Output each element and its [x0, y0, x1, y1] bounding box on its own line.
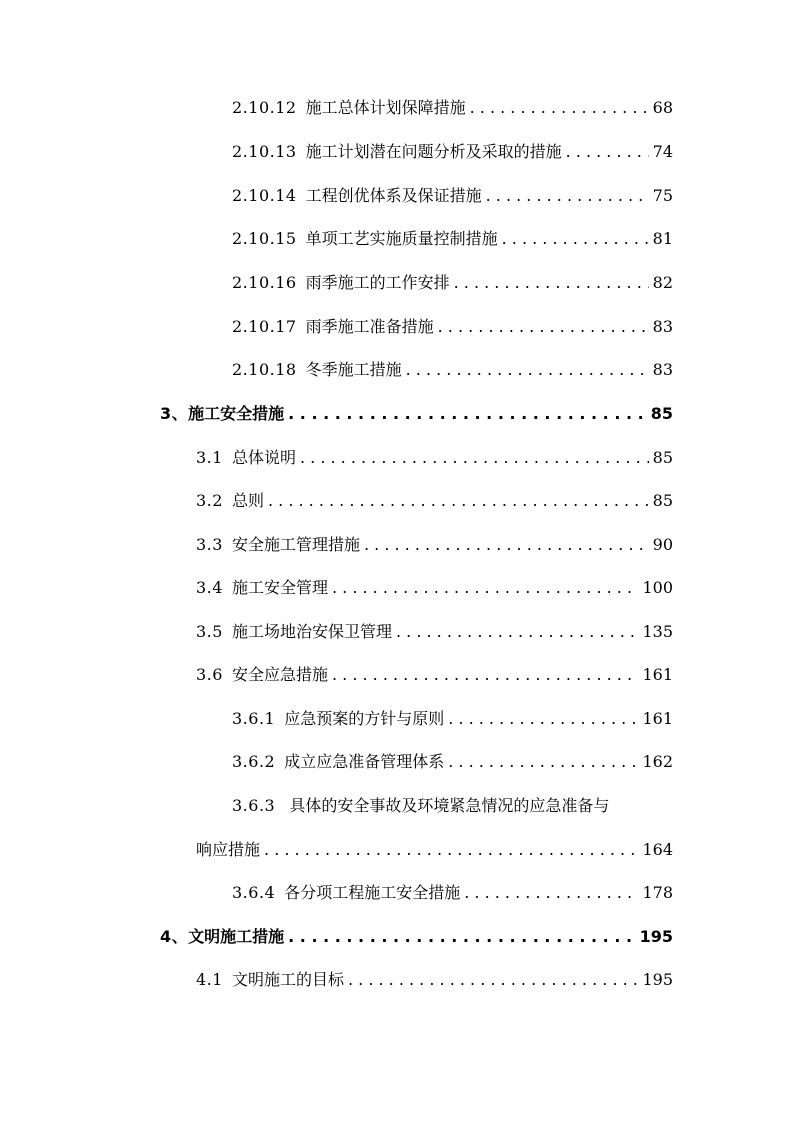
toc-number: 2.10.12	[232, 98, 297, 117]
dot-leader	[332, 576, 638, 600]
toc-entry[interactable]	[196, 663, 673, 687]
dot-leader	[300, 446, 649, 470]
toc-number: 3.5	[196, 622, 223, 641]
dot-leader	[470, 96, 649, 120]
toc-page-number: 195	[639, 927, 673, 946]
dot-leader	[502, 227, 649, 251]
toc-title: 施工场地治安保卫管理	[231, 622, 392, 641]
dot-leader	[454, 271, 649, 295]
toc-title: 安全应急措施	[231, 665, 328, 684]
toc-page-number: 161	[642, 709, 673, 728]
toc-number: 3.6.3	[232, 796, 276, 815]
toc-entry[interactable]	[232, 358, 673, 382]
toc-entry-wrapped-start[interactable]	[232, 794, 673, 818]
toc-number: 3、	[160, 404, 189, 423]
toc-page-number: 75	[652, 186, 673, 205]
toc-title: 施工计划潜在问题分析及采取的措施	[305, 142, 562, 161]
toc-page-number: 178	[642, 883, 673, 902]
toc-page-number: 162	[642, 752, 673, 771]
toc-number: 3.4	[196, 578, 223, 597]
toc-number: 2.10.17	[232, 317, 297, 336]
dot-leader	[566, 140, 649, 164]
toc-entry-wrapped-end[interactable]	[196, 838, 673, 862]
toc-title: 具体的安全事故及环境紧急情况的应急准备与	[289, 796, 610, 815]
toc-title: 安全施工管理措施	[231, 535, 360, 554]
toc-page-number: 135	[642, 622, 673, 641]
toc-title: 单项工艺实施质量控制措施	[305, 229, 498, 248]
dot-leader	[264, 838, 638, 862]
toc-page-number: 83	[652, 360, 673, 379]
toc-entry[interactable]	[196, 968, 673, 992]
toc-entry[interactable]	[196, 489, 673, 513]
toc-entry[interactable]	[232, 184, 673, 208]
toc-title: 成立应急准备管理体系	[284, 752, 445, 771]
toc-entry[interactable]	[232, 707, 673, 731]
toc-entry[interactable]	[232, 315, 673, 339]
toc-title: 雨季施工的工作安排	[305, 273, 450, 292]
toc-title: 冬季施工措施	[305, 360, 402, 379]
toc-entry[interactable]	[232, 881, 673, 905]
toc-title: 各分项工程施工安全措施	[284, 883, 461, 902]
toc-page-number: 164	[642, 840, 673, 859]
dot-leader	[438, 315, 649, 339]
dot-leader	[396, 620, 638, 644]
toc-page-number: 82	[652, 273, 673, 292]
toc-title: 总体说明	[231, 448, 296, 467]
toc-title: 文明施工措施	[188, 927, 285, 946]
toc-number: 2.10.16	[232, 273, 297, 292]
toc-title: 应急预案的方针与原则	[284, 709, 445, 728]
toc-page-number: 83	[652, 317, 673, 336]
toc-number: 2.10.15	[232, 229, 297, 248]
toc-number: 3.2	[196, 491, 223, 510]
toc-page-number: 195	[642, 970, 673, 989]
toc-number: 3.6.1	[232, 709, 276, 728]
dot-leader	[348, 968, 638, 992]
toc-entry[interactable]	[196, 533, 673, 557]
toc-number: 3.6	[196, 665, 223, 684]
toc-page-number: 85	[652, 448, 673, 467]
toc-page-number: 74	[652, 142, 673, 161]
toc-number: 2.10.14	[232, 186, 297, 205]
toc-title: 工程创优体系及保证措施	[305, 186, 482, 205]
toc-page-number: 85	[650, 404, 673, 423]
toc-number: 3.1	[196, 448, 223, 467]
toc-page-number: 161	[642, 665, 673, 684]
toc-title: 响应措施	[196, 840, 261, 859]
toc-number: 4、	[160, 927, 189, 946]
dot-leader	[464, 881, 638, 905]
toc-title: 施工安全管理	[231, 578, 328, 597]
toc-number: 3.6.4	[232, 883, 276, 902]
toc-entry[interactable]	[196, 576, 673, 600]
toc-title: 施工总体计划保障措施	[305, 98, 466, 117]
toc-number: 3.3	[196, 535, 223, 554]
dot-leader	[288, 402, 647, 426]
toc-number: 3.6.2	[232, 752, 276, 771]
toc-title: 施工安全措施	[188, 404, 285, 423]
toc-title: 总则	[231, 491, 264, 510]
toc-entry[interactable]	[196, 620, 673, 644]
toc-number: 2.10.18	[232, 360, 297, 379]
toc-chapter-entry[interactable]	[160, 402, 673, 426]
toc-chapter-entry[interactable]	[160, 925, 673, 949]
toc-page-number: 100	[642, 578, 673, 597]
dot-leader	[406, 358, 649, 382]
toc-entry[interactable]	[232, 140, 673, 164]
toc-title: 雨季施工准备措施	[305, 317, 434, 336]
dot-leader	[268, 489, 649, 513]
dot-leader	[448, 707, 638, 731]
toc-page-number: 85	[652, 491, 673, 510]
toc-entry[interactable]	[196, 446, 673, 470]
toc-entry[interactable]	[232, 227, 673, 251]
dot-leader	[332, 663, 638, 687]
toc-number: 2.10.13	[232, 142, 297, 161]
toc-entry[interactable]	[232, 750, 673, 774]
dot-leader	[448, 750, 638, 774]
toc-page-number: 90	[652, 535, 673, 554]
toc-entry[interactable]	[232, 271, 673, 295]
toc-title: 文明施工的目标	[231, 970, 344, 989]
toc-page-number: 81	[652, 229, 673, 248]
toc-number: 4.1	[196, 970, 223, 989]
toc-page-number: 68	[652, 98, 673, 117]
toc-entry[interactable]	[232, 96, 673, 120]
dot-leader	[486, 184, 649, 208]
dot-leader	[364, 533, 649, 557]
dot-leader	[288, 925, 635, 949]
